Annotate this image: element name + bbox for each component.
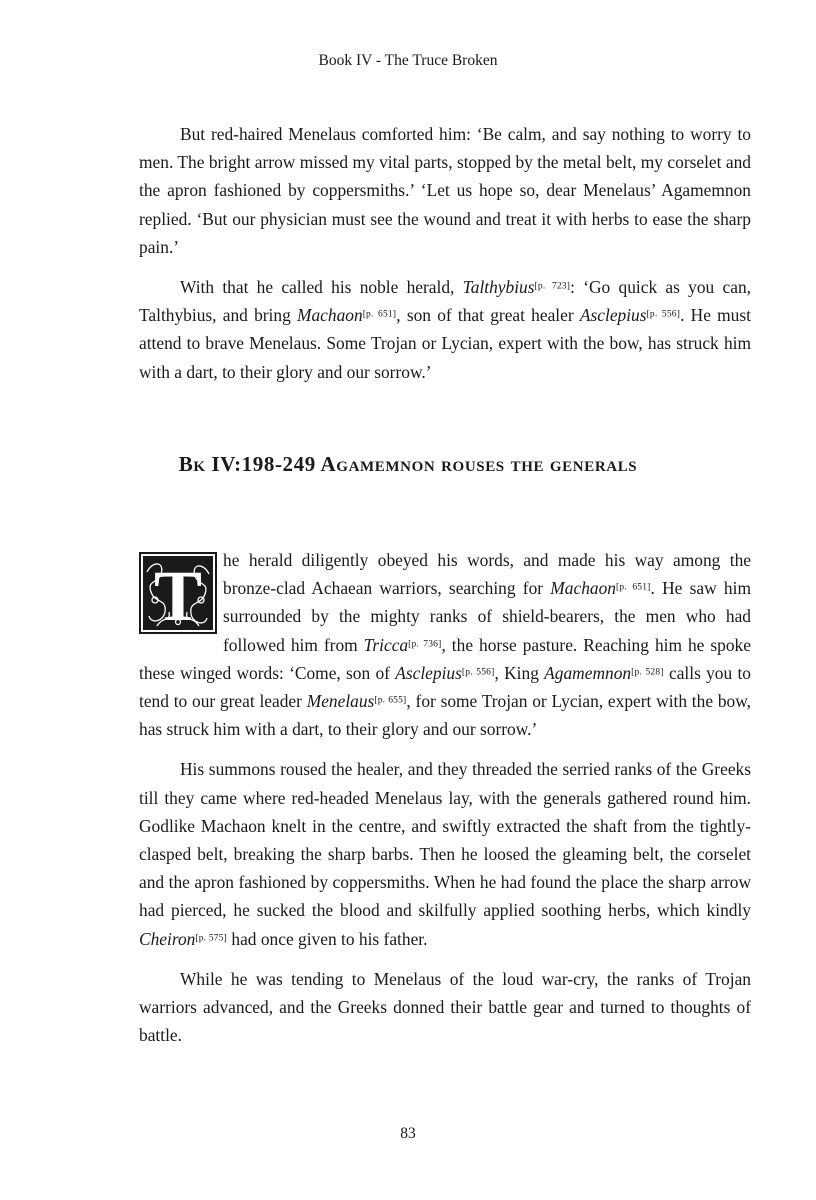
name-link[interactable]: Tricca xyxy=(363,634,409,655)
paragraph: While he was tending to Menelaus of the loud war-cry, the ranks of Trojan warriors advanced, and the Greeks donned their battle gear and turned to thoughts of battle. xyxy=(139,968,751,1046)
page-ref[interactable]: [p. 575] xyxy=(195,933,228,944)
page-ref[interactable]: [p. 651] xyxy=(362,309,397,320)
paragraph: T he herald diligently obeyed his words, and made his way among the bronze-clad Achaean warriors, searching for Machaon[p. 651]. He saw him surrounded by the mighty ranks of shield-bearers, the men who had followed him from Tricca[p. 736], the horse pasture. Reaching him he spoke these winged words: ‘Come, son of Asclepius[p. 556], King Agamemnon[p. 528] calls you to tend to our great leader Menelaus[p. 655], for some Trojan or Lycian, expert with the bow, has struck him with a dart, to their glory and our sorrow.’ xyxy=(139,550,751,740)
text-block-main xyxy=(139,546,751,1049)
page-ref[interactable]: [p. 556] xyxy=(461,667,495,678)
running-head: Book IV - The Truce Broken xyxy=(318,52,498,69)
name-link[interactable]: Asclepius xyxy=(579,305,647,326)
name-link[interactable]: Machaon xyxy=(550,578,616,599)
name-link[interactable]: Agamemnon xyxy=(544,662,632,683)
name-link[interactable]: Menelaus xyxy=(306,691,375,712)
dropcap-ornament xyxy=(139,552,217,634)
name-link[interactable]: Machaon xyxy=(297,305,363,326)
paragraph: His summons roused the healer, and they threaded the serried ranks of the Greeks till they came where red-headed Menelaus lay, with the generals gathered round him. Godlike Machaon knelt in the centre, and swiftly extracted the shaft from the tightly-clasped belt, breaking the sharp barbs. Then he loosed the gleaming belt, the corselet and the apron fashioned by coppersmiths. When he had found the place the sharp arrow had pierced, he sucked the blood and skilfully applied soothing herbs, which kindly Cheiron[p. 575] had once given to his father. xyxy=(139,759,751,949)
page-ref[interactable]: [p. 655] xyxy=(374,695,407,706)
page-ref[interactable]: [p. 651] xyxy=(615,582,651,593)
text-block-top xyxy=(139,120,751,386)
name-link[interactable]: Cheiron xyxy=(139,928,196,949)
paragraph: With that he called his noble herald, Talthybius[p. 723]: ‘Go quick as you can, Talthybius, and bring Machaon[p. 651], son of that great healer Asclepius[p. 556]. He must attend to brave Menelaus. Some Trojan or Lycian, expert with the bow, has struck him with a dart, to their glory and our sorrow.’ xyxy=(139,277,751,382)
dropcap-letter: T xyxy=(153,556,203,634)
name-link[interactable]: Talthybius xyxy=(462,277,535,298)
page-ref[interactable]: [p. 528] xyxy=(631,667,664,678)
paragraph: But red-haired Menelaus comforted him: ‘Be calm, and say nothing to worry to men. The bright arrow missed my vital parts, stopped by the metal belt, my corselet and the apron fashioned by coppersmiths.’ ‘Let us hope so, dear Menelaus’ Agamemnon replied. ‘But our physician must see the wound and treat it with herbs to ease the sharp pain.’ xyxy=(139,124,751,257)
section-heading: Bk IV:198-249 Agamemnon rouses the generals xyxy=(178,452,638,476)
page-ref[interactable]: [p. 736] xyxy=(408,639,442,650)
name-link[interactable]: Asclepius xyxy=(395,662,462,683)
page-number: 83 xyxy=(400,1125,416,1142)
page-ref[interactable]: [p. 723] xyxy=(534,281,571,292)
page-ref[interactable]: [p. 556] xyxy=(646,309,681,320)
